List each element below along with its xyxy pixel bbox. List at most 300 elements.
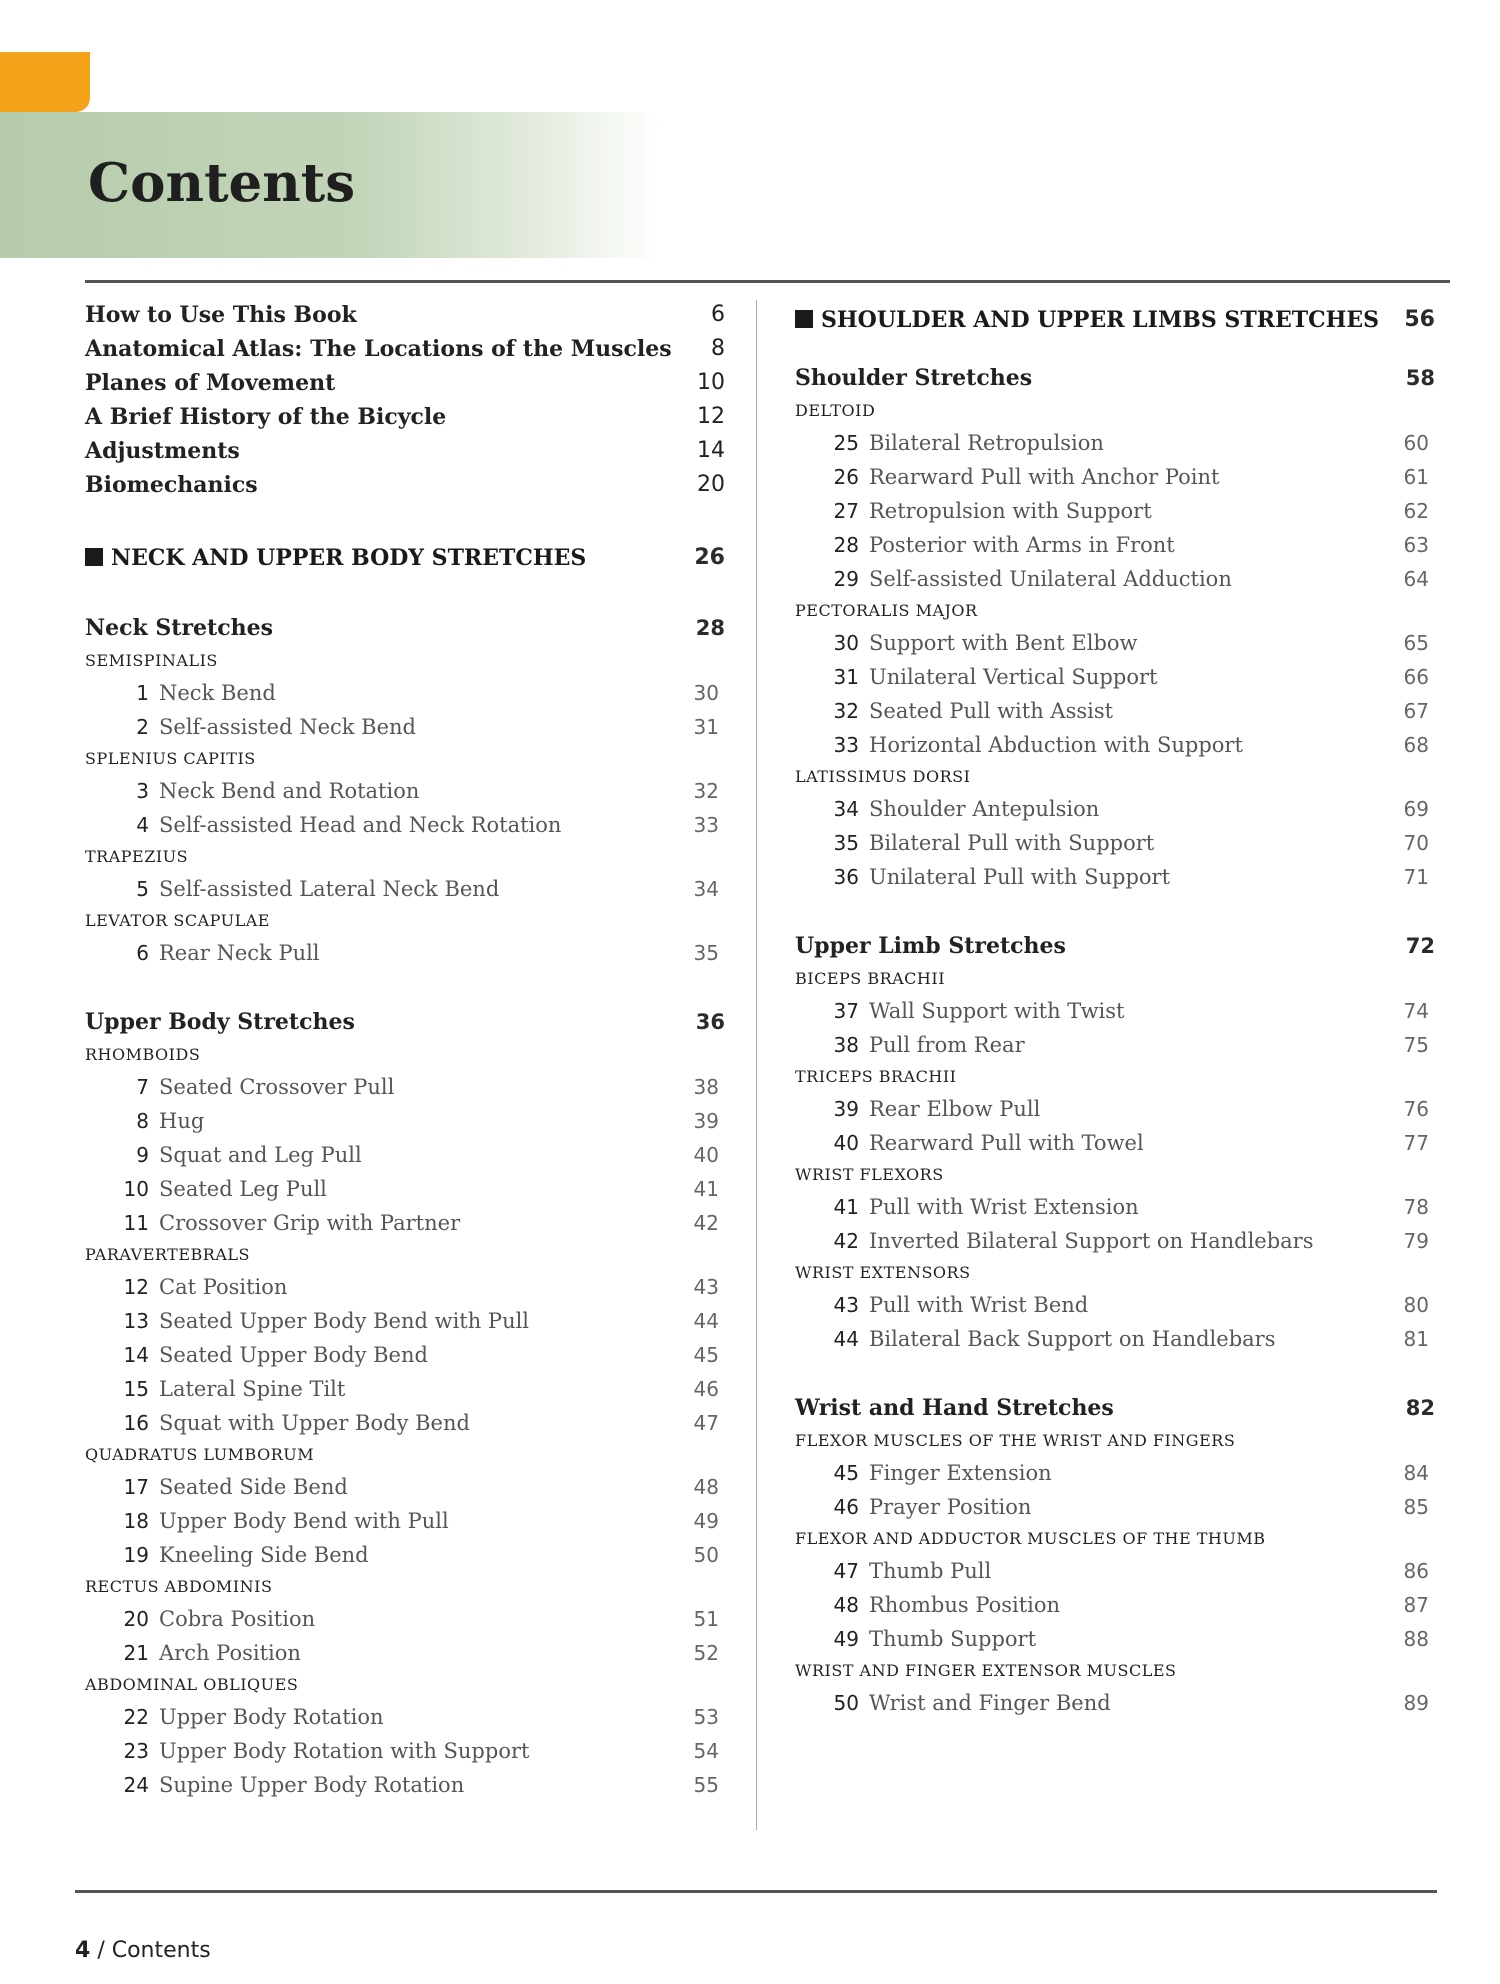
toc-entry-label bbox=[85, 400, 446, 434]
stretch-name: Support with Bent Elbow bbox=[869, 631, 1138, 655]
section-heading-text: Upper Body Stretches bbox=[85, 1009, 355, 1035]
stretch-number: 16 bbox=[123, 1411, 149, 1435]
section-heading-page: 58 bbox=[1405, 366, 1435, 390]
toc-entry-text: Anatomical Atlas: The Locations of the Muscles bbox=[85, 336, 672, 362]
toc-entry-text: Planes of Movement bbox=[85, 370, 336, 396]
stretch-name: Seated Upper Body Bend bbox=[159, 1343, 428, 1367]
stretch-number: 18 bbox=[123, 1509, 149, 1533]
muscle-group-label: WRIST EXTENSORS bbox=[795, 1263, 971, 1282]
stretch-name: Rear Elbow Pull bbox=[869, 1097, 1041, 1121]
stretch-entry[interactable] bbox=[795, 694, 1435, 728]
stretch-page: 63 bbox=[1403, 533, 1429, 557]
stretch-name: Seated Leg Pull bbox=[159, 1177, 327, 1201]
stretch-page: 81 bbox=[1403, 1327, 1429, 1351]
stretch-name: Self-assisted Head and Neck Rotation bbox=[159, 813, 562, 837]
stretch-page: 84 bbox=[1403, 1461, 1429, 1485]
square-bullet-icon bbox=[85, 548, 103, 566]
stretch-number: 32 bbox=[833, 699, 859, 723]
toc-entry-label bbox=[85, 468, 258, 502]
part-heading-label bbox=[795, 302, 1379, 338]
part-heading-label bbox=[85, 540, 586, 576]
stretch-name: Rhombus Position bbox=[869, 1593, 1061, 1617]
stretch-page: 44 bbox=[693, 1309, 719, 1333]
stretch-name: Pull with Wrist Bend bbox=[869, 1293, 1089, 1317]
stretch-entry[interactable] bbox=[85, 1172, 725, 1206]
page-title: Contents bbox=[88, 152, 356, 214]
stretch-name: Cobra Position bbox=[159, 1607, 316, 1631]
stretch-page: 34 bbox=[693, 877, 719, 901]
stretch-entry[interactable] bbox=[85, 1138, 725, 1172]
stretch-number: 40 bbox=[833, 1131, 859, 1155]
stretch-page: 65 bbox=[1403, 631, 1429, 655]
right-column-body bbox=[795, 302, 1435, 1720]
stretch-name: Seated Side Bend bbox=[159, 1475, 348, 1499]
muscle-group-label: LEVATOR SCAPULAE bbox=[85, 911, 270, 930]
stretch-page: 30 bbox=[693, 681, 719, 705]
toc-entry[interactable] bbox=[85, 366, 725, 400]
stretch-page: 61 bbox=[1403, 465, 1429, 489]
stretch-name: Cat Position bbox=[159, 1275, 288, 1299]
toc-entry-text: Adjustments bbox=[85, 438, 240, 464]
section-heading-page: 28 bbox=[695, 616, 725, 640]
footer-separator: / bbox=[97, 1938, 105, 1963]
stretch-name: Kneeling Side Bend bbox=[159, 1543, 369, 1567]
stretch-page: 89 bbox=[1403, 1691, 1429, 1715]
toc-entry[interactable] bbox=[85, 298, 725, 332]
stretch-number: 48 bbox=[833, 1593, 859, 1617]
toc-entry-page: 12 bbox=[697, 404, 725, 429]
toc-entry-label bbox=[85, 332, 672, 366]
stretch-number: 8 bbox=[136, 1109, 149, 1133]
toc-entry-page: 20 bbox=[697, 472, 725, 497]
stretch-number: 13 bbox=[123, 1309, 149, 1333]
muscle-group-label: WRIST FLEXORS bbox=[795, 1165, 944, 1184]
top-rule bbox=[85, 280, 1450, 283]
stretch-number: 27 bbox=[833, 499, 859, 523]
stretch-page: 64 bbox=[1403, 567, 1429, 591]
stretch-page: 66 bbox=[1403, 665, 1429, 689]
stretch-entry[interactable] bbox=[85, 1206, 725, 1240]
stretch-name: Arch Position bbox=[159, 1641, 301, 1665]
toc-entry-label bbox=[85, 434, 240, 468]
stretch-name: Upper Body Rotation with Support bbox=[159, 1739, 530, 1763]
stretch-entry[interactable] bbox=[795, 1288, 1435, 1322]
stretch-page: 53 bbox=[693, 1705, 719, 1729]
stretch-name: Seated Upper Body Bend with Pull bbox=[159, 1309, 530, 1333]
part-heading-text: SHOULDER AND UPPER LIMBS STRETCHES bbox=[821, 307, 1380, 333]
stretch-name: Prayer Position bbox=[869, 1495, 1032, 1519]
stretch-page: 48 bbox=[693, 1475, 719, 1499]
stretch-page: 75 bbox=[1403, 1033, 1429, 1057]
stretch-number: 38 bbox=[833, 1033, 859, 1057]
stretch-number: 4 bbox=[136, 813, 149, 837]
stretch-entry[interactable] bbox=[85, 1406, 725, 1440]
toc-entry[interactable] bbox=[85, 400, 725, 434]
left-column bbox=[85, 298, 725, 1802]
section-heading-text: Neck Stretches bbox=[85, 615, 273, 641]
stretch-page: 43 bbox=[693, 1275, 719, 1299]
stretch-name: Rearward Pull with Anchor Point bbox=[869, 465, 1220, 489]
muscle-group-label: RECTUS ABDOMINIS bbox=[85, 1577, 273, 1596]
right-column bbox=[795, 302, 1435, 1720]
muscle-group-heading bbox=[85, 906, 725, 936]
stretch-page: 79 bbox=[1403, 1229, 1429, 1253]
stretch-name: Bilateral Back Support on Handlebars bbox=[869, 1327, 1276, 1351]
stretch-name: Posterior with Arms in Front bbox=[869, 533, 1175, 557]
stretch-entry[interactable] bbox=[795, 1190, 1435, 1224]
stretch-entry[interactable] bbox=[85, 710, 725, 744]
stretch-page: 68 bbox=[1403, 733, 1429, 757]
stretch-number: 36 bbox=[833, 865, 859, 889]
stretch-name: Seated Crossover Pull bbox=[159, 1075, 395, 1099]
stretch-number: 12 bbox=[123, 1275, 149, 1299]
stretch-page: 86 bbox=[1403, 1559, 1429, 1583]
stretch-entry[interactable] bbox=[795, 1554, 1435, 1588]
stretch-name: Wall Support with Twist bbox=[869, 999, 1125, 1023]
stretch-number: 5 bbox=[136, 877, 149, 901]
stretch-entry[interactable] bbox=[795, 1028, 1435, 1062]
stretch-name: Crossover Grip with Partner bbox=[159, 1211, 461, 1235]
stretch-name: Pull with Wrist Extension bbox=[869, 1195, 1139, 1219]
stretch-entry[interactable] bbox=[85, 1700, 725, 1734]
part-heading-page: 56 bbox=[1404, 307, 1435, 332]
section-heading[interactable] bbox=[795, 1390, 1435, 1426]
stretch-entry[interactable] bbox=[795, 860, 1435, 894]
section-heading-text: Wrist and Hand Stretches bbox=[795, 1395, 1114, 1421]
stretch-entry[interactable] bbox=[795, 1456, 1435, 1490]
stretch-entry[interactable] bbox=[85, 1270, 725, 1304]
toc-entry-label bbox=[85, 298, 357, 332]
section-heading[interactable] bbox=[85, 1004, 725, 1040]
stretch-number: 6 bbox=[136, 941, 149, 965]
stretch-name: Pull from Rear bbox=[869, 1033, 1025, 1057]
stretch-number: 22 bbox=[123, 1705, 149, 1729]
stretch-entry[interactable] bbox=[795, 1322, 1435, 1356]
section-heading-text: Upper Limb Stretches bbox=[795, 933, 1066, 959]
page-footer bbox=[75, 1938, 211, 1963]
section-heading-label bbox=[795, 360, 1032, 396]
stretch-page: 54 bbox=[693, 1739, 719, 1763]
stretch-page: 74 bbox=[1403, 999, 1429, 1023]
toc-entry-page: 10 bbox=[697, 370, 725, 395]
stretch-number: 31 bbox=[833, 665, 859, 689]
stretch-page: 62 bbox=[1403, 499, 1429, 523]
section-heading-page: 72 bbox=[1405, 934, 1435, 958]
stretch-name: Unilateral Pull with Support bbox=[869, 865, 1171, 889]
stretch-name: Bilateral Retropulsion bbox=[869, 431, 1104, 455]
stretch-name: Rearward Pull with Towel bbox=[869, 1131, 1144, 1155]
muscle-group-label: SEMISPINALIS bbox=[85, 651, 218, 670]
muscle-group-label: QUADRATUS LUMBORUM bbox=[85, 1445, 315, 1464]
column-divider bbox=[756, 300, 757, 1830]
stretch-name: Lateral Spine Tilt bbox=[159, 1377, 346, 1401]
stretch-number: 7 bbox=[136, 1075, 149, 1099]
stretch-name: Squat and Leg Pull bbox=[159, 1143, 362, 1167]
toc-entry-page: 6 bbox=[711, 302, 725, 327]
stretch-page: 38 bbox=[693, 1075, 719, 1099]
stretch-entry[interactable] bbox=[795, 562, 1435, 596]
stretch-page: 88 bbox=[1403, 1627, 1429, 1651]
stretch-page: 80 bbox=[1403, 1293, 1429, 1317]
stretch-number: 29 bbox=[833, 567, 859, 591]
stretch-entry[interactable] bbox=[85, 774, 725, 808]
stretch-number: 43 bbox=[833, 1293, 859, 1317]
part-heading[interactable] bbox=[795, 302, 1435, 338]
part-heading-text: NECK AND UPPER BODY STRETCHES bbox=[111, 545, 587, 571]
stretch-page: 33 bbox=[693, 813, 719, 837]
footer-page-number: 4 bbox=[75, 1938, 91, 1963]
stretch-entry[interactable] bbox=[795, 1092, 1435, 1126]
stretch-number: 23 bbox=[123, 1739, 149, 1763]
stretch-name: Neck Bend bbox=[159, 681, 276, 705]
stretch-name: Seated Pull with Assist bbox=[869, 699, 1114, 723]
left-column-body bbox=[85, 540, 725, 1802]
muscle-group-heading bbox=[85, 1240, 725, 1270]
muscle-group-label: SPLENIUS CAPITIS bbox=[85, 749, 256, 768]
toc-entry-page: 14 bbox=[697, 438, 725, 463]
orange-tab-accent bbox=[0, 52, 90, 112]
muscle-group-label: ABDOMINAL OBLIQUES bbox=[85, 1675, 299, 1694]
stretch-page: 55 bbox=[693, 1773, 719, 1797]
stretch-name: Neck Bend and Rotation bbox=[159, 779, 420, 803]
stretch-entry[interactable] bbox=[795, 426, 1435, 460]
stretch-entry[interactable] bbox=[795, 460, 1435, 494]
toc-entry[interactable] bbox=[85, 468, 725, 502]
stretch-number: 25 bbox=[833, 431, 859, 455]
muscle-group-heading bbox=[795, 762, 1435, 792]
stretch-page: 31 bbox=[693, 715, 719, 739]
stretch-page: 51 bbox=[693, 1607, 719, 1631]
section-heading-label bbox=[85, 610, 273, 646]
toc-entry-page: 8 bbox=[711, 336, 725, 361]
muscle-group-label: PARAVERTEBRALS bbox=[85, 1245, 250, 1264]
muscle-group-label: FLEXOR MUSCLES OF THE WRIST AND FINGERS bbox=[795, 1431, 1236, 1450]
stretch-page: 67 bbox=[1403, 699, 1429, 723]
stretch-number: 41 bbox=[833, 1195, 859, 1219]
stretch-name: Rear Neck Pull bbox=[159, 941, 320, 965]
section-heading-text: Shoulder Stretches bbox=[795, 365, 1033, 391]
stretch-entry[interactable] bbox=[85, 1734, 725, 1768]
muscle-group-label: FLEXOR AND ADDUCTOR MUSCLES OF THE THUMB bbox=[795, 1529, 1266, 1548]
stretch-entry[interactable] bbox=[85, 1636, 725, 1670]
stretch-page: 87 bbox=[1403, 1593, 1429, 1617]
stretch-entry[interactable] bbox=[795, 660, 1435, 694]
section-heading-label bbox=[795, 928, 1066, 964]
stretch-page: 39 bbox=[693, 1109, 719, 1133]
stretch-entry[interactable] bbox=[85, 1470, 725, 1504]
section-heading-label bbox=[795, 1390, 1114, 1426]
stretch-entry[interactable] bbox=[85, 808, 725, 842]
toc-entry[interactable] bbox=[85, 332, 725, 366]
stretch-page: 71 bbox=[1403, 865, 1429, 889]
stretch-entry[interactable] bbox=[85, 1538, 725, 1572]
stretch-entry[interactable] bbox=[795, 1224, 1435, 1258]
stretch-page: 60 bbox=[1403, 431, 1429, 455]
section-heading[interactable] bbox=[795, 360, 1435, 396]
stretch-number: 45 bbox=[833, 1461, 859, 1485]
bottom-rule bbox=[75, 1890, 1437, 1893]
stretch-name: Squat with Upper Body Bend bbox=[159, 1411, 470, 1435]
stretch-entry[interactable] bbox=[85, 1768, 725, 1802]
stretch-entry[interactable] bbox=[85, 1602, 725, 1636]
muscle-group-heading bbox=[85, 744, 725, 774]
stretch-entry[interactable] bbox=[85, 1070, 725, 1104]
title-banner bbox=[0, 112, 660, 258]
stretch-number: 11 bbox=[123, 1211, 149, 1235]
muscle-group-label: PECTORALIS MAJOR bbox=[795, 601, 978, 620]
stretch-name: Hug bbox=[159, 1109, 205, 1133]
stretch-number: 15 bbox=[123, 1377, 149, 1401]
stretch-number: 28 bbox=[833, 533, 859, 557]
stretch-entry[interactable] bbox=[795, 494, 1435, 528]
muscle-group-heading bbox=[85, 1572, 725, 1602]
stretch-number: 34 bbox=[833, 797, 859, 821]
stretch-number: 19 bbox=[123, 1543, 149, 1567]
stretch-entry[interactable] bbox=[85, 1338, 725, 1372]
muscle-group-heading bbox=[795, 1656, 1435, 1686]
stretch-name: Wrist and Finger Bend bbox=[869, 1691, 1111, 1715]
stretch-name: Upper Body Rotation bbox=[159, 1705, 384, 1729]
stretch-entry[interactable] bbox=[795, 528, 1435, 562]
toc-entry-text: How to Use This Book bbox=[85, 302, 357, 328]
stretch-number: 2 bbox=[136, 715, 149, 739]
stretch-number: 1 bbox=[136, 681, 149, 705]
muscle-group-label: LATISSIMUS DORSI bbox=[795, 767, 971, 786]
footer-label: Contents bbox=[111, 1938, 211, 1963]
stretch-number: 49 bbox=[833, 1627, 859, 1651]
stretch-number: 21 bbox=[123, 1641, 149, 1665]
muscle-group-heading bbox=[85, 646, 725, 676]
toc-entry-text: Biomechanics bbox=[85, 472, 258, 498]
muscle-group-heading bbox=[795, 964, 1435, 994]
stretch-entry[interactable] bbox=[795, 728, 1435, 762]
stretch-entry[interactable] bbox=[85, 872, 725, 906]
stretch-entry[interactable] bbox=[795, 626, 1435, 660]
stretch-page: 40 bbox=[693, 1143, 719, 1167]
stretch-number: 9 bbox=[136, 1143, 149, 1167]
stretch-page: 77 bbox=[1403, 1131, 1429, 1155]
stretch-entry[interactable] bbox=[85, 1304, 725, 1338]
stretch-entry[interactable] bbox=[795, 1588, 1435, 1622]
stretch-name: Supine Upper Body Rotation bbox=[159, 1773, 465, 1797]
stretch-entry[interactable] bbox=[85, 936, 725, 970]
stretch-entry[interactable] bbox=[85, 676, 725, 710]
stretch-name: Self-assisted Unilateral Adduction bbox=[869, 567, 1232, 591]
stretch-name: Thumb Pull bbox=[869, 1559, 992, 1583]
section-heading-page: 36 bbox=[695, 1010, 725, 1034]
toc-entry-label bbox=[85, 366, 335, 400]
muscle-group-heading bbox=[795, 396, 1435, 426]
stretch-name: Shoulder Antepulsion bbox=[869, 797, 1100, 821]
stretch-entry[interactable] bbox=[85, 1104, 725, 1138]
stretch-number: 42 bbox=[833, 1229, 859, 1253]
toc-entry[interactable] bbox=[85, 434, 725, 468]
muscle-group-label: DELTOID bbox=[795, 401, 876, 420]
stretch-page: 76 bbox=[1403, 1097, 1429, 1121]
stretch-entry[interactable] bbox=[795, 1490, 1435, 1524]
stretch-number: 50 bbox=[833, 1691, 859, 1715]
stretch-number: 33 bbox=[833, 733, 859, 757]
stretch-number: 24 bbox=[123, 1773, 149, 1797]
muscle-group-heading bbox=[795, 1160, 1435, 1190]
part-heading[interactable] bbox=[85, 540, 725, 576]
stretch-name: Retropulsion with Support bbox=[869, 499, 1152, 523]
stretch-number: 20 bbox=[123, 1607, 149, 1631]
section-heading[interactable] bbox=[85, 610, 725, 646]
stretch-page: 32 bbox=[693, 779, 719, 803]
muscle-group-heading bbox=[85, 1040, 725, 1070]
muscle-group-heading bbox=[85, 1440, 725, 1470]
toc-entry-text: A Brief History of the Bicycle bbox=[85, 404, 447, 430]
stretch-page: 46 bbox=[693, 1377, 719, 1401]
stretch-page: 50 bbox=[693, 1543, 719, 1567]
stretch-page: 35 bbox=[693, 941, 719, 965]
stretch-number: 3 bbox=[136, 779, 149, 803]
muscle-group-heading bbox=[795, 596, 1435, 626]
stretch-page: 78 bbox=[1403, 1195, 1429, 1219]
stretch-number: 44 bbox=[833, 1327, 859, 1351]
muscle-group-label: TRICEPS BRACHII bbox=[795, 1067, 957, 1086]
muscle-group-heading bbox=[85, 1670, 725, 1700]
stretch-name: Unilateral Vertical Support bbox=[869, 665, 1158, 689]
stretch-number: 37 bbox=[833, 999, 859, 1023]
stretch-number: 17 bbox=[123, 1475, 149, 1499]
muscle-group-label: TRAPEZIUS bbox=[85, 847, 189, 866]
stretch-entry[interactable] bbox=[795, 826, 1435, 860]
muscle-group-heading bbox=[795, 1258, 1435, 1288]
section-heading-page: 82 bbox=[1405, 1396, 1435, 1420]
stretch-entry[interactable] bbox=[85, 1372, 725, 1406]
stretch-name: Horizontal Abduction with Support bbox=[869, 733, 1243, 757]
muscle-group-heading bbox=[795, 1426, 1435, 1456]
section-heading-label bbox=[85, 1004, 355, 1040]
stretch-page: 52 bbox=[693, 1641, 719, 1665]
stretch-entry[interactable] bbox=[795, 792, 1435, 826]
stretch-name: Self-assisted Neck Bend bbox=[159, 715, 416, 739]
stretch-entry[interactable] bbox=[85, 1504, 725, 1538]
stretch-entry[interactable] bbox=[795, 1622, 1435, 1656]
stretch-name: Finger Extension bbox=[869, 1461, 1052, 1485]
stretch-page: 42 bbox=[693, 1211, 719, 1235]
part-heading-page: 26 bbox=[694, 545, 725, 570]
stretch-number: 35 bbox=[833, 831, 859, 855]
stretch-page: 70 bbox=[1403, 831, 1429, 855]
stretch-page: 85 bbox=[1403, 1495, 1429, 1519]
square-bullet-icon bbox=[795, 310, 813, 328]
stretch-number: 26 bbox=[833, 465, 859, 489]
stretch-number: 14 bbox=[123, 1343, 149, 1367]
muscle-group-heading bbox=[795, 1524, 1435, 1554]
stretch-page: 69 bbox=[1403, 797, 1429, 821]
stretch-name: Upper Body Bend with Pull bbox=[159, 1509, 449, 1533]
muscle-group-label: RHOMBOIDS bbox=[85, 1045, 201, 1064]
stretch-name: Inverted Bilateral Support on Handlebars bbox=[869, 1229, 1314, 1253]
stretch-page: 49 bbox=[693, 1509, 719, 1533]
muscle-group-label: BICEPS BRACHII bbox=[795, 969, 946, 988]
front-matter-list bbox=[85, 298, 725, 502]
stretch-page: 47 bbox=[693, 1411, 719, 1435]
stretch-page: 45 bbox=[693, 1343, 719, 1367]
stretch-number: 10 bbox=[123, 1177, 149, 1201]
stretch-name: Self-assisted Lateral Neck Bend bbox=[159, 877, 500, 901]
stretch-name: Thumb Support bbox=[869, 1627, 1037, 1651]
stretch-entry[interactable] bbox=[795, 1126, 1435, 1160]
section-heading[interactable] bbox=[795, 928, 1435, 964]
stretch-entry[interactable] bbox=[795, 1686, 1435, 1720]
stretch-number: 47 bbox=[833, 1559, 859, 1583]
stretch-number: 39 bbox=[833, 1097, 859, 1121]
stretch-entry[interactable] bbox=[795, 994, 1435, 1028]
